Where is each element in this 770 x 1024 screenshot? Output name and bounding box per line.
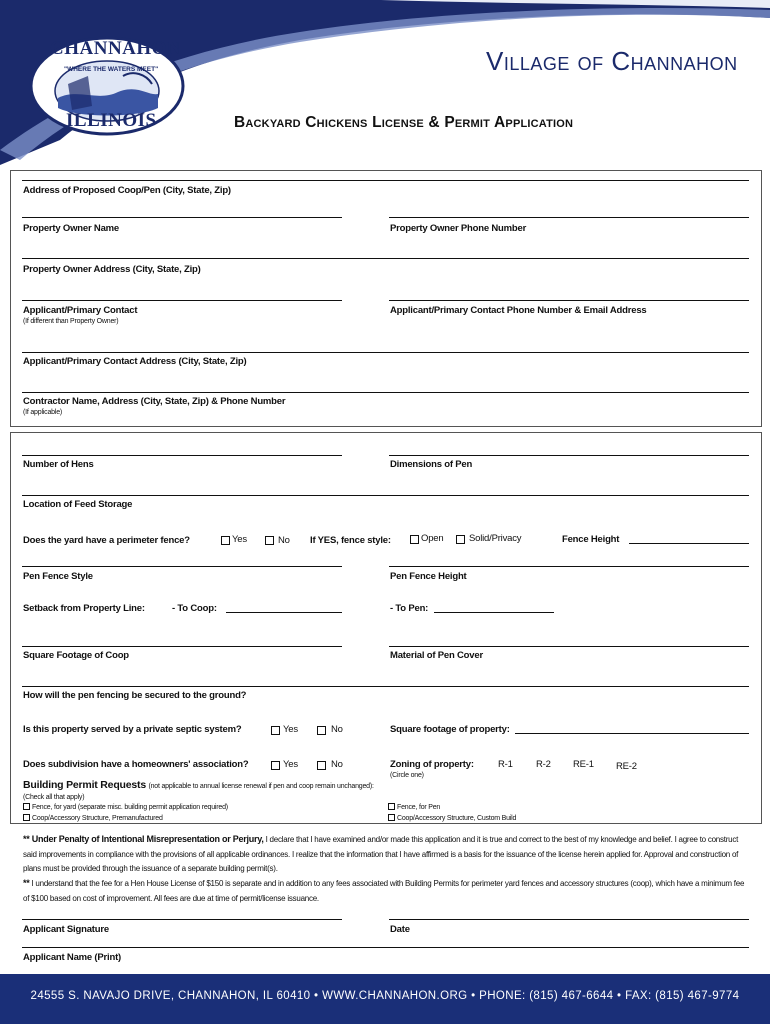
septic-no-checkbox[interactable] xyxy=(317,726,326,735)
date-label: Date xyxy=(390,924,410,935)
to-pen-label: - To Pen: xyxy=(390,603,429,614)
pen-fence-style-field[interactable] xyxy=(22,566,342,567)
pen-fence-style-label: Pen Fence Style xyxy=(23,571,93,582)
septic-yes-checkbox[interactable] xyxy=(271,726,280,735)
applicant-signature-label: Applicant Signature xyxy=(23,924,109,935)
logo-bottom-text: ILLINOIS xyxy=(66,110,157,131)
fence-open-label: Open xyxy=(421,533,444,544)
material-pen-label: Material of Pen Cover xyxy=(390,650,483,661)
hoa-question: Does subdivision have a homeowners' association? xyxy=(23,759,249,770)
hoa-no-label: No xyxy=(331,759,343,770)
owner-phone-field[interactable] xyxy=(389,217,749,218)
material-pen-field[interactable] xyxy=(389,646,749,647)
bp-coop-premanufactured-checkbox[interactable] xyxy=(23,814,30,821)
check-all-note: (Check all that apply) xyxy=(23,794,85,801)
to-coop-label: - To Coop: xyxy=(172,603,217,614)
sq-property-label: Square footage of property: xyxy=(390,724,510,735)
feed-storage-label: Location of Feed Storage xyxy=(23,499,133,510)
hoa-no-checkbox[interactable] xyxy=(317,761,326,770)
pen-secured-field[interactable] xyxy=(22,686,749,687)
village-seal-logo xyxy=(28,36,186,136)
applicant-label: Applicant/Primary Contact xyxy=(23,305,138,316)
applicant-address-label: Applicant/Primary Contact Address (City, State, Zip) xyxy=(23,356,247,367)
logo-top-text: CHANNAHON xyxy=(50,38,182,59)
village-title: Village of Channahon xyxy=(486,46,738,76)
perimeter-yes-checkbox[interactable] xyxy=(221,536,230,545)
address-proposed-label: Address of Proposed Coop/Pen (City, State, Zip) xyxy=(23,185,231,196)
septic-no-label: No xyxy=(331,724,343,735)
zoning-label: Zoning of property: xyxy=(390,759,474,770)
feed-storage-field[interactable] xyxy=(22,495,749,496)
declaration-paragraph-1 xyxy=(23,832,748,877)
bp-coop-premanufactured-label: Coop/Accessory Structure, Premanufactured xyxy=(32,815,163,822)
sq-property-field[interactable] xyxy=(515,733,749,734)
owner-address-field[interactable] xyxy=(22,258,749,259)
to-coop-field[interactable] xyxy=(226,612,342,613)
zone-option-re2[interactable]: RE-2 xyxy=(616,761,637,772)
dim-pen-field[interactable] xyxy=(389,455,749,456)
perimeter-fence-question: Does the yard have a perimeter fence? xyxy=(23,535,190,546)
applicant-phone-email-field[interactable] xyxy=(389,300,749,301)
zone-option-r2[interactable]: R-2 xyxy=(536,759,551,770)
circle-one-note: (Circle one) xyxy=(390,772,424,779)
num-hens-label: Number of Hens xyxy=(23,459,94,470)
septic-question: Is this property served by a private septic system? xyxy=(23,724,242,735)
contractor-note: (If applicable) xyxy=(23,409,63,416)
owner-address-label: Property Owner Address (City, State, Zip) xyxy=(23,264,201,275)
pen-fence-height-label: Pen Fence Height xyxy=(390,571,467,582)
declaration-2-text: I understand that the fee for a Hen House License of $150 is separate and in addition to any fees associated with Building Permits for perimeter yard fences and accessory structures (coop), which have a minimum fee of $100 based on cost of improvement. All fees are due at time of permit/license issuance. xyxy=(23,879,745,903)
bp-coop-custom-checkbox[interactable] xyxy=(388,814,395,821)
applicant-signature-field[interactable] xyxy=(22,919,342,920)
applicant-note: (If different than Property Owner) xyxy=(23,318,119,325)
hoa-yes-label: Yes xyxy=(283,759,298,770)
fence-height-label: Fence Height xyxy=(562,534,620,545)
perimeter-no-label: No xyxy=(278,535,290,546)
declaration-paragraph-2 xyxy=(23,876,748,906)
applicant-field[interactable] xyxy=(22,300,342,301)
bp-option-coop-custom[interactable] xyxy=(388,814,516,822)
bp-option-fence-yard[interactable] xyxy=(23,803,228,811)
logo-motto: "WHERE THE WATERS MEET" xyxy=(64,66,159,73)
contractor-field[interactable] xyxy=(22,392,749,393)
perimeter-yes-label: Yes xyxy=(232,534,247,545)
pen-secured-question: How will the pen fencing be secured to the ground? xyxy=(23,690,247,701)
setback-label: Setback from Property Line: xyxy=(23,603,145,614)
zone-option-r1[interactable]: R-1 xyxy=(498,759,513,770)
dim-pen-label: Dimensions of Pen xyxy=(390,459,473,470)
sq-coop-label: Square Footage of Coop xyxy=(23,650,129,661)
to-pen-field[interactable] xyxy=(434,612,554,613)
applicant-address-field[interactable] xyxy=(22,352,749,353)
num-hens-field[interactable] xyxy=(22,455,342,456)
date-field[interactable] xyxy=(389,919,749,920)
bp-fence-pen-label: Fence, for Pen xyxy=(397,804,441,811)
contractor-label: Contractor Name, Address (City, State, Zip) & Phone Number xyxy=(23,396,286,407)
bp-option-coop-premanufactured[interactable] xyxy=(23,814,163,822)
address-proposed-field[interactable] xyxy=(22,217,342,218)
fence-solid-label: Solid/Privacy xyxy=(469,533,522,544)
fence-height-field[interactable] xyxy=(629,543,749,544)
bp-coop-custom-label: Coop/Accessory Structure, Custom Build xyxy=(397,815,517,822)
applicant-name-label: Applicant Name (Print) xyxy=(23,952,121,963)
owner-phone-label: Property Owner Phone Number xyxy=(390,223,527,234)
bp-option-fence-pen[interactable] xyxy=(388,803,440,811)
building-permit-title-text: Building Permit Requests xyxy=(23,779,146,791)
section-1-frame xyxy=(10,170,762,427)
building-permit-note: (not applicable to annual license renewal if pen and coop remain unchanged): xyxy=(148,783,374,790)
perimeter-no-checkbox[interactable] xyxy=(265,536,274,545)
footer-contact-text: 24555 S. NAVAJO DRIVE, CHANNAHON, IL 60410 • WWW.CHANNAHON.ORG • PHONE: (815) 467-6644 • FAX: (815) 467-9774 xyxy=(30,990,740,1002)
owner-name-label: Property Owner Name xyxy=(23,223,119,234)
declaration-2-bold: ** xyxy=(23,878,30,888)
applicant-name-field[interactable] xyxy=(22,947,749,948)
pen-fence-height-field[interactable] xyxy=(389,566,749,567)
septic-yes-label: Yes xyxy=(283,724,298,735)
declaration-1-text: I declare that I have examined and/or made this application and it is true and correct to the best of my knowledge and belief. I agree to construct said improvements in compliance with the provisions of all applicable ordinances. I realize that the information that I have affirmed is a basis for the issuance of the license herein applied for. Approval and construction of plans must be provided through the issuance of a separate building permit(s). xyxy=(23,835,739,873)
bp-fence-yard-checkbox[interactable] xyxy=(23,803,30,810)
form-title: Backyard Chickens License & Permit Application xyxy=(234,114,574,131)
building-permit-title xyxy=(23,779,374,791)
hoa-yes-checkbox[interactable] xyxy=(271,761,280,770)
declaration-1-bold: ** Under Penalty of Intentional Misrepresentation or Perjury, xyxy=(23,834,264,844)
fence-style-question: If YES, fence style: xyxy=(310,535,391,546)
fence-open-checkbox[interactable] xyxy=(410,535,419,544)
zone-option-re1[interactable]: RE-1 xyxy=(573,759,594,770)
sq-coop-field[interactable] xyxy=(22,646,342,647)
applicant-phone-email-label: Applicant/Primary Contact Phone Number & Email Address xyxy=(390,305,647,316)
fence-solid-checkbox[interactable] xyxy=(456,535,465,544)
bp-fence-pen-checkbox[interactable] xyxy=(388,803,395,810)
bp-fence-yard-label: Fence, for yard (separate misc. building permit application required) xyxy=(32,804,228,811)
